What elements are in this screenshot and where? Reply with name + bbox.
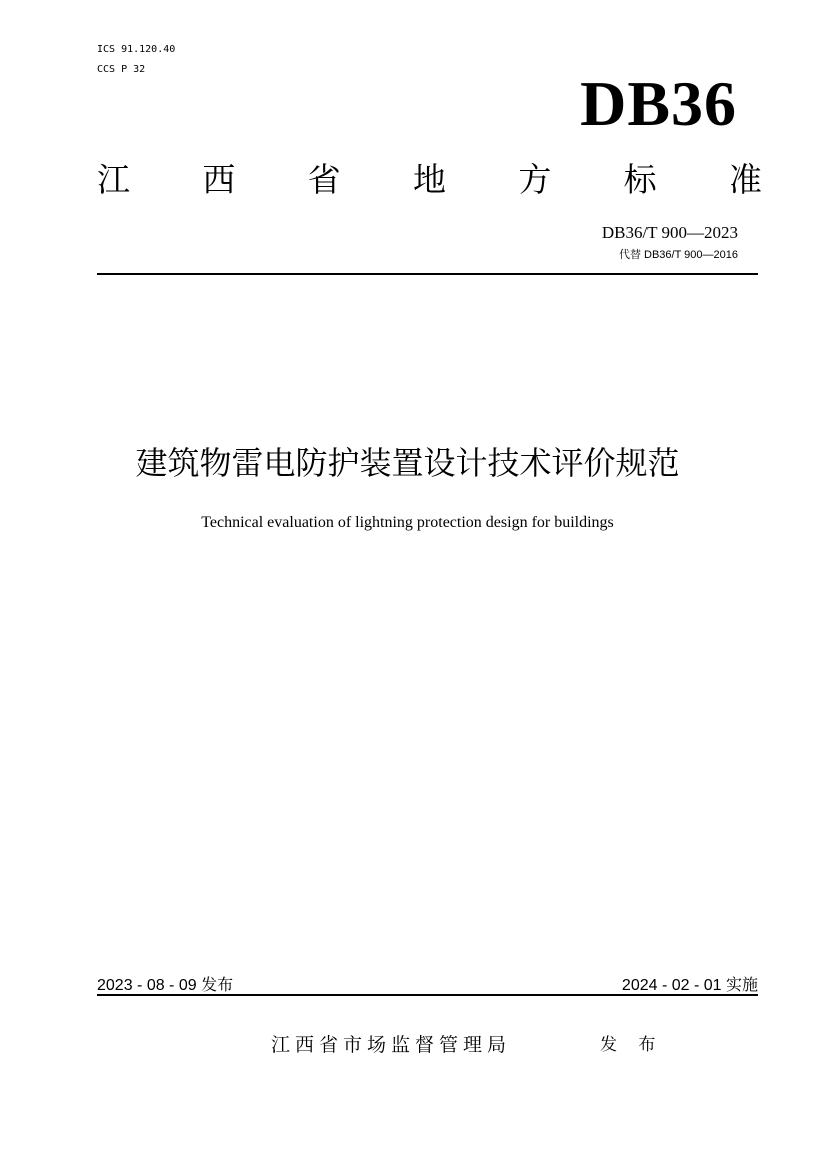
implementation-date: 2024 - 02 - 01 实施 <box>621 977 758 994</box>
replaced-standard: 代替 DB36/T 900—2016 <box>618 249 738 261</box>
db-code-logo: DB36 <box>580 68 737 139</box>
standard-number: DB36/T 900—2023 <box>601 223 738 242</box>
standard-type-char: 方 <box>518 160 552 199</box>
standard-type-char: 西 <box>202 160 236 199</box>
date-row <box>97 976 758 996</box>
standard-type-char: 地 <box>412 160 446 199</box>
document-title-english: Technical evaluation of lightning protection design for buildings <box>201 514 614 531</box>
ics-code: ICS 91.120.40 <box>97 44 176 55</box>
ccs-code: CCS P 32 <box>97 64 146 75</box>
top-divider <box>97 273 758 275</box>
standard-type-char: 标 <box>623 160 657 199</box>
standard-type-char: 省 <box>307 160 341 199</box>
publisher-name: 江西省市场监督管理局 <box>271 1034 512 1056</box>
publish-label: 发 布 <box>600 1035 664 1055</box>
document-title-chinese: 建筑物雷电防护装置设计技术评价规范 <box>135 444 680 482</box>
standard-type-char: 江 <box>97 160 130 199</box>
issue-date: 2023 - 08 - 09 发布 <box>97 977 234 994</box>
standard-type-char: 准 <box>728 160 762 199</box>
standard-type-heading <box>97 160 762 200</box>
bottom-divider <box>97 994 758 996</box>
